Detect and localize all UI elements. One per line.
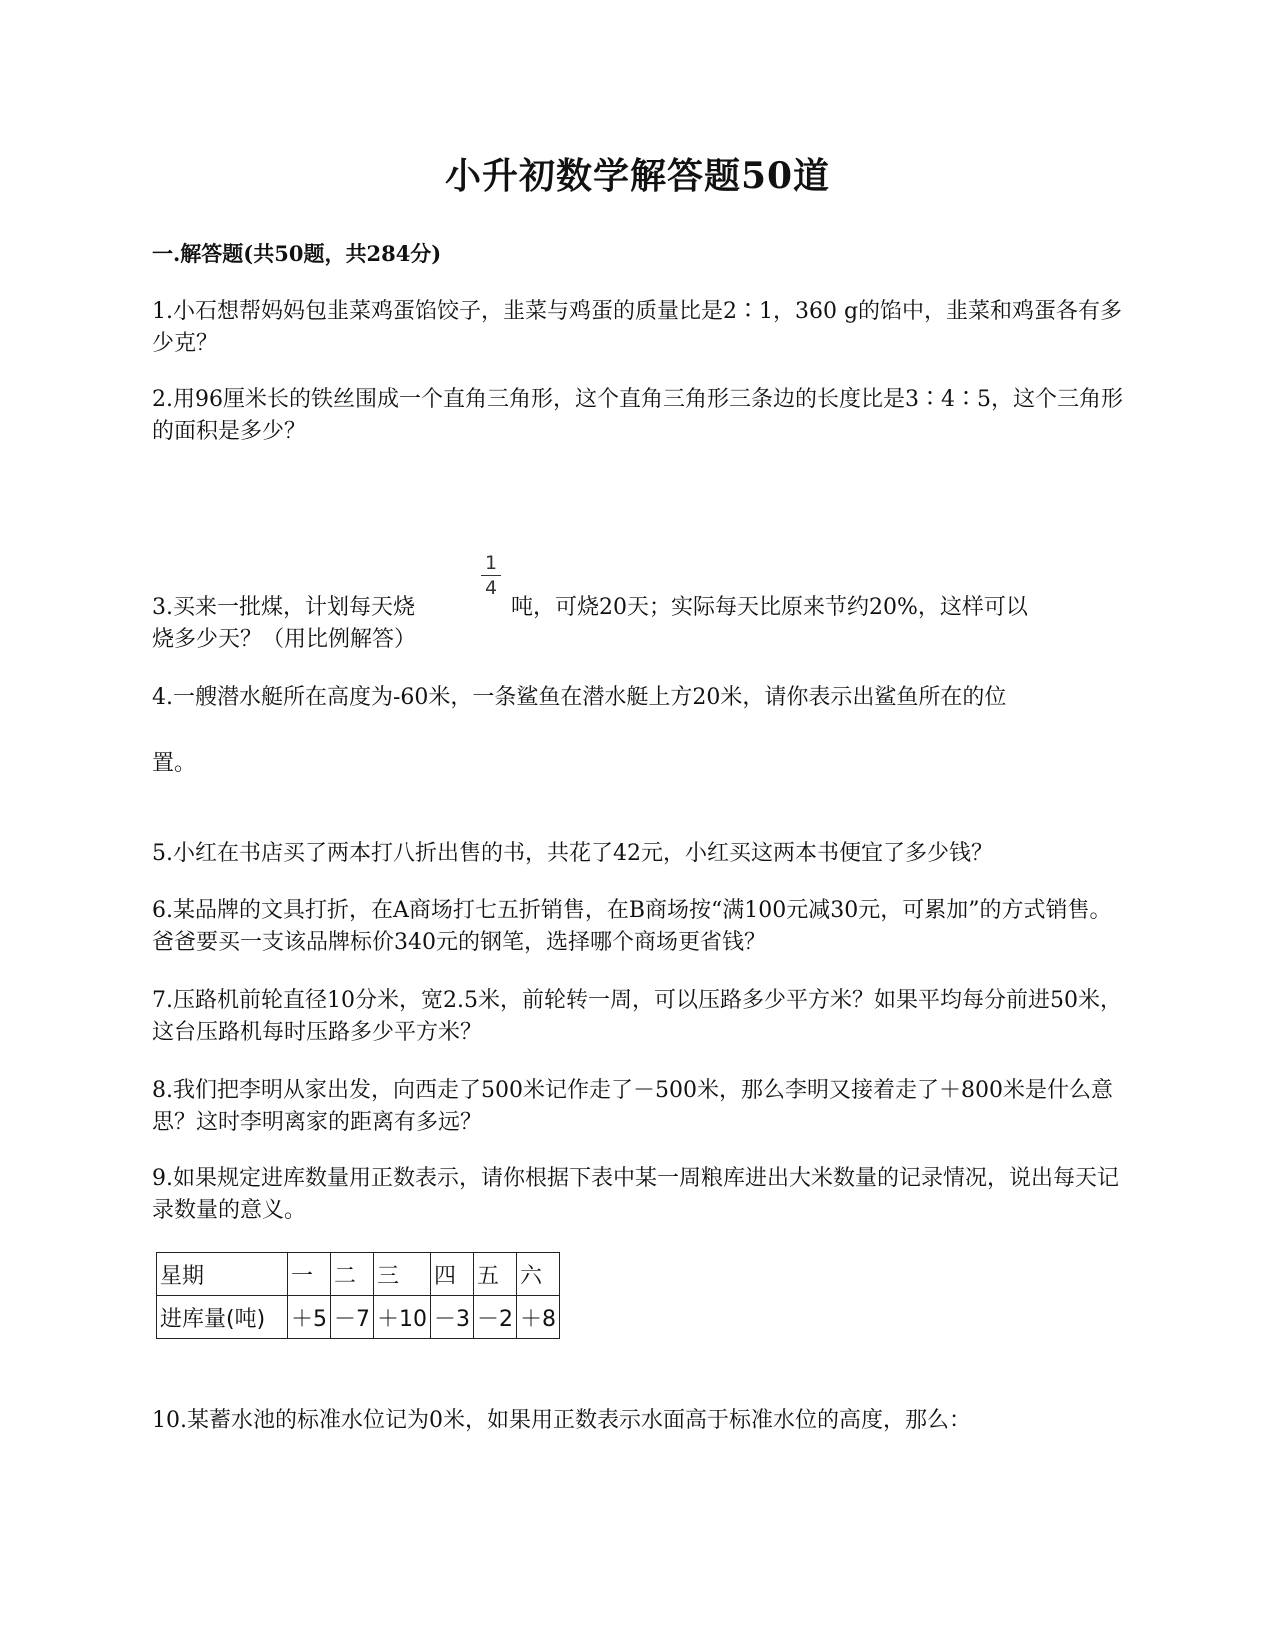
table-row-weekday	[157, 1253, 560, 1296]
question-7: 7.压路机前轮直径10分米，宽2.5米，前轮转一周，可以压路多少平方米？如果平均每分前进50米，这台压路机每时压路多少平方米？	[152, 988, 1122, 1045]
question-4: 4.一艘潜水艇所在高度为-60米，一条鲨鱼在潜水艇上方20米，请你表示出鲨鱼所在的位	[152, 685, 1007, 710]
question-3	[152, 592, 1028, 624]
table-cell: ＋10	[374, 1296, 431, 1339]
question-3-before: 3.买来一批煤，计划每天烧	[152, 595, 415, 620]
question-2: 2.用96厘米长的铁丝围成一个直角三角形，这个直角三角形三条边的长度比是3∶4∶5，这个三角形的面积是多少？	[152, 387, 1123, 444]
question-8: 8.我们把李明从家出发，向西走了500米记作走了－500米，那么李明又接着走了＋800米是什么意思？这时李明离家的距离有多远？	[152, 1078, 1113, 1135]
question-1: 1.小石想帮妈妈包韭菜鸡蛋馅饺子，韭菜与鸡蛋的质量比是2∶1，360 g的馅中，韭菜和鸡蛋各有多少克？	[152, 299, 1123, 356]
question-3-line-2: 烧多少天？（用比例解答）	[152, 627, 417, 652]
document-title: 小升初数学解答题50道	[444, 155, 831, 197]
question-10: 10.某蓄水池的标准水位记为0米，如果用正数表示水面高于标准水位的高度，那么：	[152, 1408, 971, 1433]
table-cell: 六	[517, 1253, 560, 1296]
question-3-after: 吨，可烧20天；实际每天比原来节约20%，这样可以	[511, 595, 1028, 620]
table-cell: 一	[288, 1253, 331, 1296]
table-cell: ＋8	[517, 1296, 560, 1339]
fraction-numerator: 1	[484, 552, 498, 574]
table-cell: －2	[474, 1296, 517, 1339]
fraction-denominator: 4	[484, 577, 498, 599]
table-cell: ＋5	[288, 1296, 331, 1339]
fraction-bar	[481, 575, 501, 576]
table-cell: 星期	[157, 1253, 288, 1296]
table-cell: －7	[331, 1296, 374, 1339]
question-6: 6.某品牌的文具打折，在A商场打七五折销售，在B商场按“满100元减30元，可累加”的方式销售。爸爸要买一支该品牌标价340元的钢笔，选择哪个商场更省钱？	[152, 898, 1112, 955]
question-9: 9.如果规定进库数量用正数表示，请你根据下表中某一周粮库进出大米数量的记录情况，说出每天记录数量的意义。	[152, 1166, 1119, 1223]
table-cell: －3	[431, 1296, 474, 1339]
table-cell: 二	[331, 1253, 374, 1296]
table-cell: 进库量(吨)	[157, 1296, 288, 1339]
question-5: 5.小红在书店买了两本打八折出售的书，共花了42元，小红买这两本书便宜了多少钱？	[152, 841, 993, 866]
table-cell: 三	[374, 1253, 431, 1296]
question-4-line-2: 置。	[152, 751, 197, 776]
table-row-amount	[157, 1296, 560, 1339]
table-cell: 四	[431, 1253, 474, 1296]
section-heading: 一.解答题(共50题，共284分)	[152, 241, 442, 266]
table-cell: 五	[474, 1253, 517, 1296]
rice-storage-table	[156, 1252, 560, 1339]
